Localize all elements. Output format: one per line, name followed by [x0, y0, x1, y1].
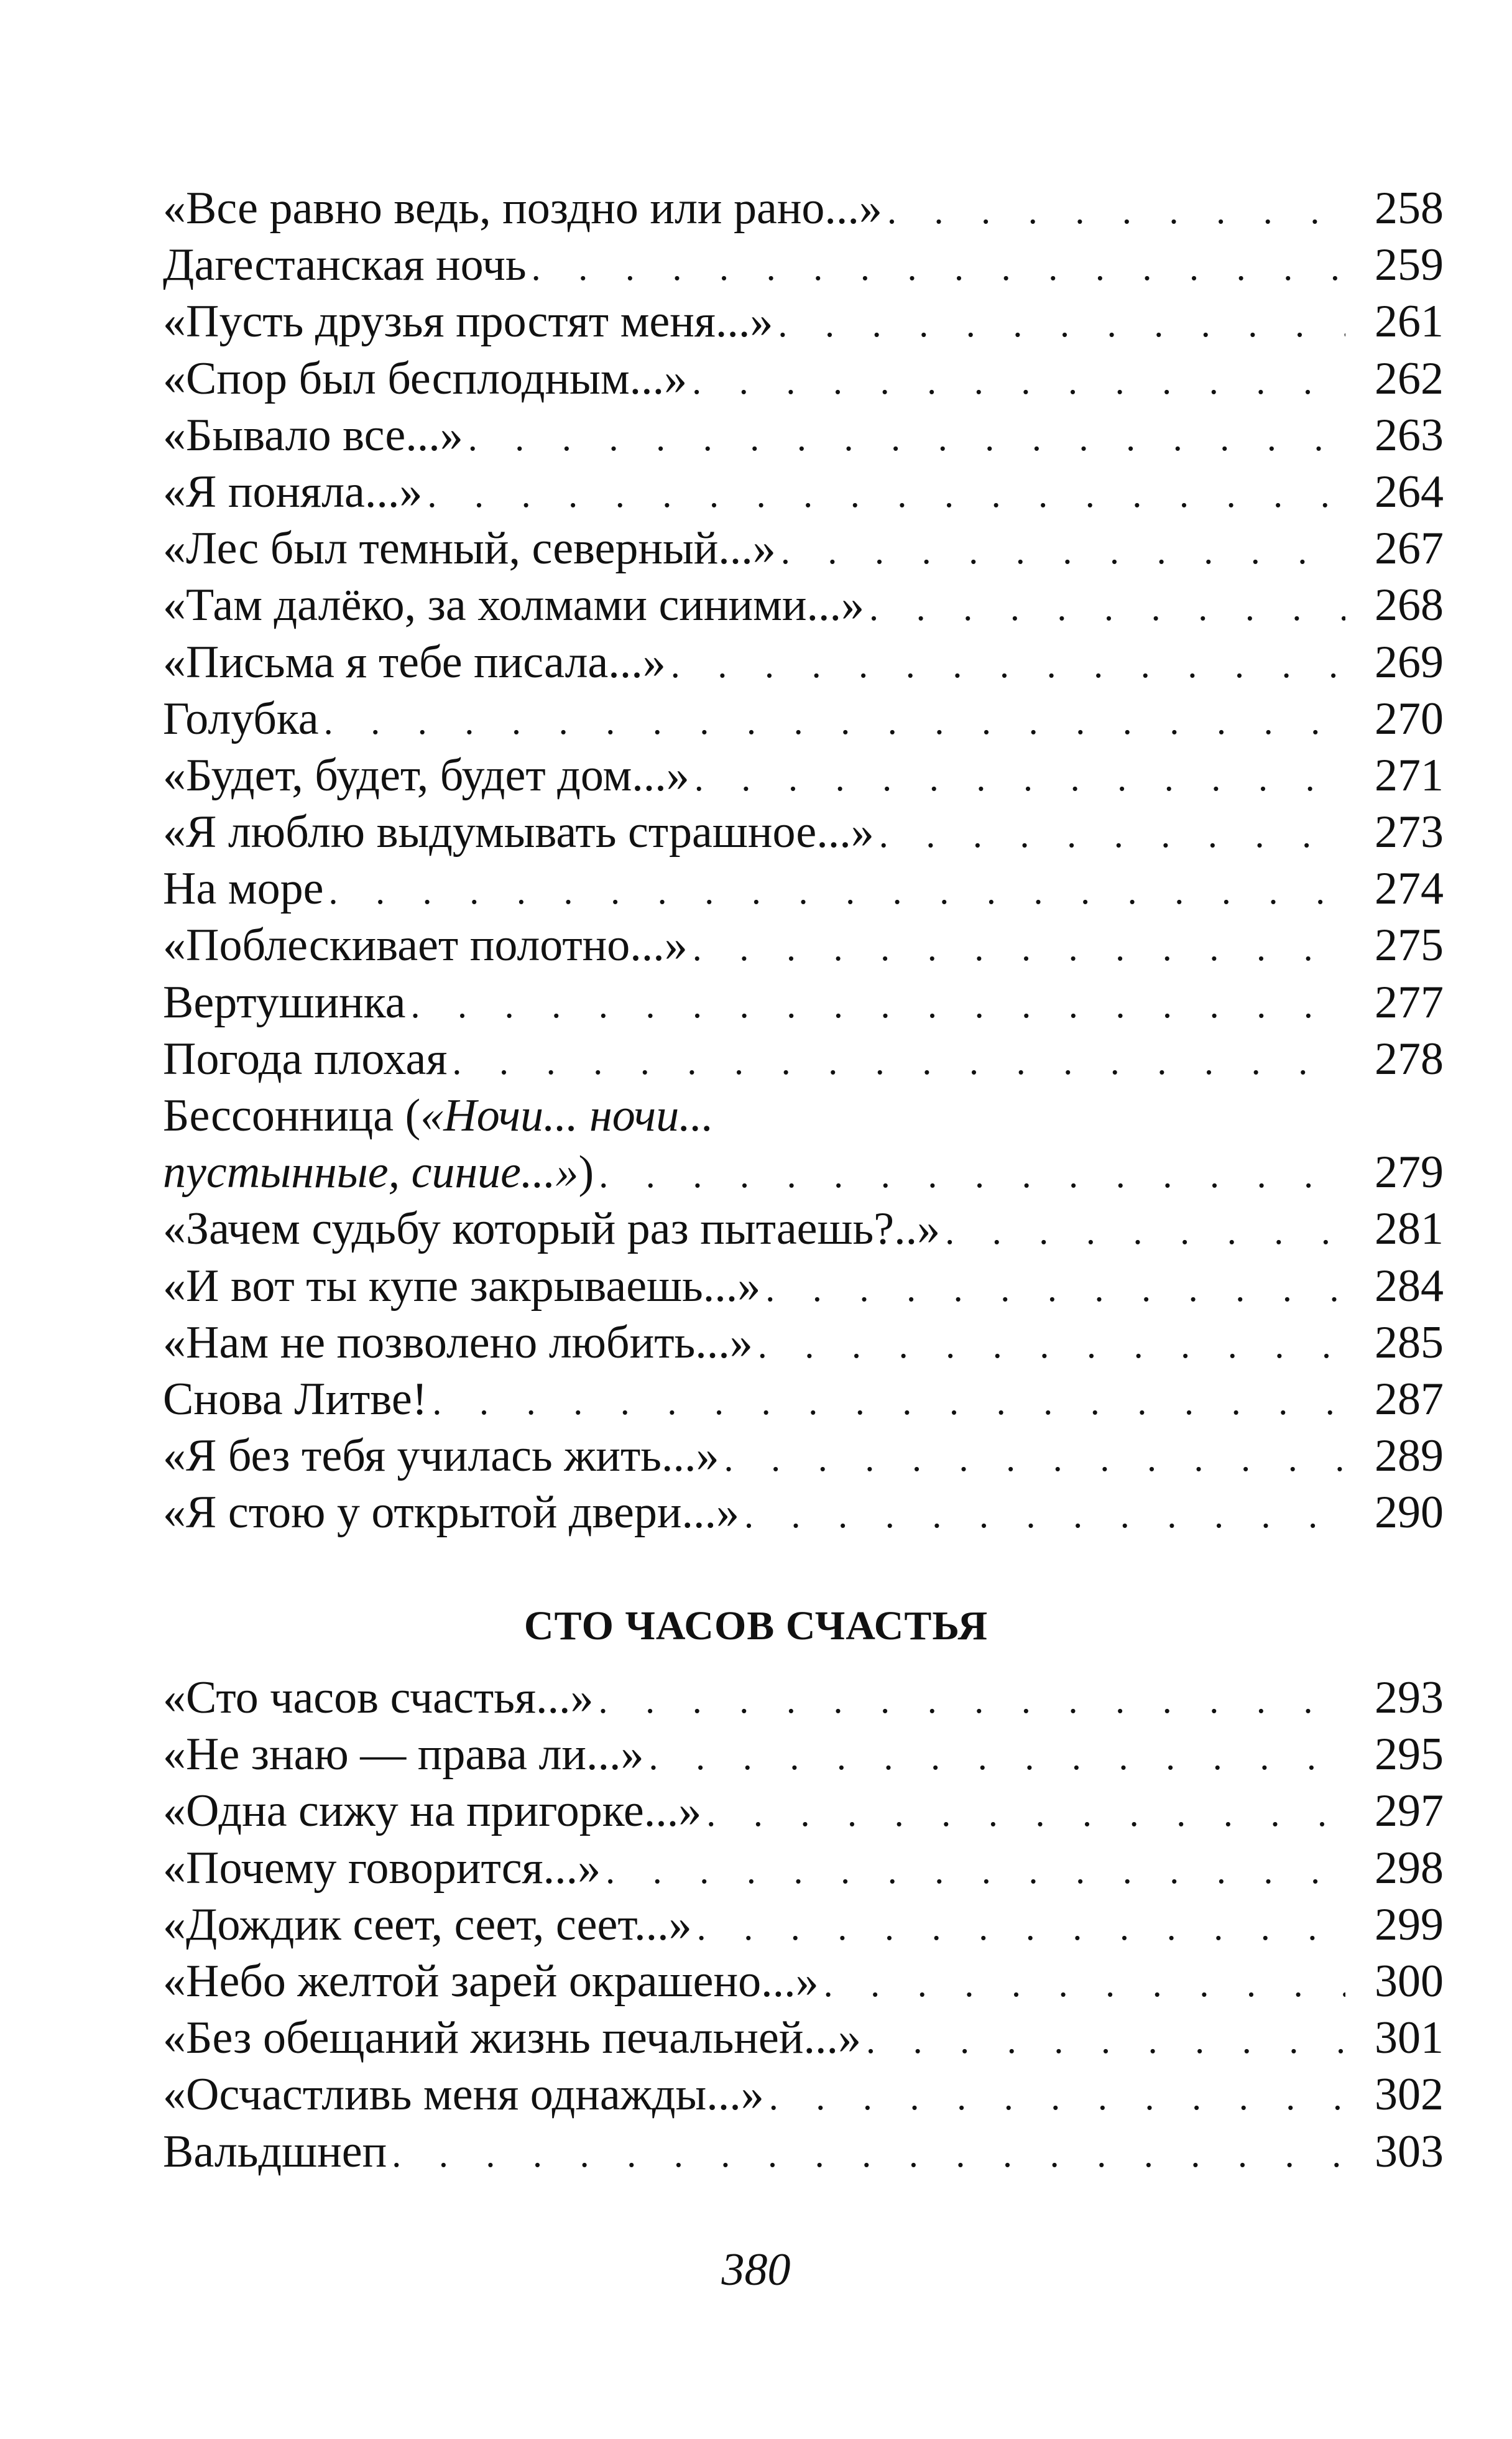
- toc-entry-title: «Сто часов счастья...»: [163, 1672, 594, 1723]
- dot-leader: [869, 580, 1345, 636]
- toc-entry-page: 295: [1375, 1729, 1444, 1780]
- dot-leader: [744, 1487, 1345, 1543]
- dot-leader: [824, 1956, 1345, 2012]
- dot-leader: [694, 750, 1345, 807]
- toc-entry-title-italic: пустынные, синие...»: [163, 1147, 579, 1198]
- toc-entry-title-italic: «Ночи... ночи...: [420, 1090, 714, 1141]
- dot-leader: [758, 1317, 1345, 1374]
- toc-entry-page: 287: [1375, 1373, 1444, 1425]
- toc-entry: [163, 351, 1444, 407]
- toc-entry-title: «Будет, будет, будет дом...»: [163, 749, 689, 801]
- toc-entry: [163, 1031, 1444, 1088]
- toc-entry-page: 258: [1375, 183, 1444, 234]
- toc-entry-title: «Спор был бесплодным...»: [163, 353, 688, 404]
- dot-leader: [724, 1430, 1345, 1487]
- dot-leader: [432, 1374, 1345, 1430]
- dot-leader: [778, 296, 1345, 353]
- section-heading: СТО ЧАСОВ СЧАСТЬЯ: [523, 1603, 989, 1649]
- toc-entry-page: 278: [1375, 1033, 1444, 1085]
- toc-entry: [163, 1840, 1444, 1897]
- toc-entry: [163, 1670, 1444, 1726]
- toc-entry: [163, 577, 1444, 634]
- toc-entry-page: 267: [1375, 523, 1444, 575]
- toc-entry: [163, 1897, 1444, 1953]
- toc-entry-page: 261: [1375, 296, 1444, 348]
- toc-entry: [163, 407, 1444, 464]
- toc-entry: [163, 1953, 1444, 2010]
- toc-entry-page: 290: [1375, 1487, 1444, 1539]
- dot-leader: [324, 693, 1345, 750]
- toc-entry-page: 273: [1375, 807, 1444, 858]
- toc-entry: [163, 1428, 1444, 1484]
- toc-entry-page: 274: [1375, 863, 1444, 915]
- toc-entry-page: 300: [1375, 1955, 1444, 2007]
- toc-entry: [163, 1726, 1444, 1783]
- dot-leader: [599, 1147, 1345, 1203]
- toc-entry-title: «Лес был темный, северный...»: [163, 523, 776, 575]
- toc-entry-title: «Я стою у открытой двери...»: [163, 1487, 739, 1539]
- dot-leader: [328, 863, 1345, 920]
- toc-entry-page: 271: [1375, 749, 1444, 801]
- toc-entry-title: «Зачем судьбу который раз пытаешь?..»: [163, 1203, 941, 1255]
- toc-entry: [163, 804, 1444, 861]
- toc-entry: [163, 691, 1444, 747]
- toc-entry: [163, 2010, 1444, 2066]
- toc-entry-page: 268: [1375, 580, 1444, 631]
- toc-entry: [163, 747, 1444, 804]
- toc-section-b: [163, 1670, 1444, 2180]
- dot-leader: [452, 1034, 1345, 1090]
- toc-entry: [163, 861, 1444, 917]
- dot-leader: [427, 466, 1345, 523]
- toc-entry-page: 303: [1375, 2126, 1444, 2177]
- toc-entry-title: «Бывало все...»: [163, 409, 463, 461]
- toc-entry-title: «Не знаю — права ли...»: [163, 1729, 644, 1780]
- dot-leader: [671, 637, 1345, 693]
- dot-leader: [606, 1843, 1345, 1899]
- toc-entry: [163, 974, 1444, 1031]
- toc-entry-page: 262: [1375, 353, 1444, 404]
- toc-entry-page: 264: [1375, 466, 1444, 517]
- toc-entry: [163, 294, 1444, 350]
- toc-entry-title: «Я люблю выдумывать страшное...»: [163, 807, 874, 858]
- toc-entry: [163, 2124, 1444, 2180]
- dot-leader: [866, 2012, 1345, 2069]
- toc-entry-page: 269: [1375, 636, 1444, 688]
- toc-entry-title: На море: [163, 863, 324, 915]
- toc-entry-page: 285: [1375, 1317, 1444, 1368]
- dot-leader: [769, 2069, 1345, 2126]
- toc-entry-insomnia-line1: [163, 1088, 1444, 1144]
- toc-entry-title: «Поблескивает полотно...»: [163, 920, 688, 971]
- toc-entry-page: 301: [1375, 2012, 1444, 2064]
- toc-entry-title: «Осчастливь меня однажды...»: [163, 2069, 764, 2121]
- dot-leader: [887, 183, 1345, 239]
- toc-entry: [163, 634, 1444, 691]
- toc-entry: [163, 1315, 1444, 1371]
- toc-entry-page: 297: [1375, 1785, 1444, 1837]
- toc-entry-page: 289: [1375, 1430, 1444, 1482]
- toc-entry-title: «Я поняла...»: [163, 466, 423, 517]
- toc-entry: [163, 2066, 1444, 2123]
- toc-entry-page: 277: [1375, 976, 1444, 1028]
- toc-entry-title: «Нам не позволено любить...»: [163, 1317, 753, 1368]
- toc-entry-page: 293: [1375, 1672, 1444, 1723]
- toc-entry-title: Вальдшнеп: [163, 2126, 387, 2177]
- dot-leader: [649, 1729, 1345, 1785]
- page-number: 380: [721, 2244, 791, 2295]
- toc-entry-title: «Небо желтой зарей окрашено...»: [163, 1955, 819, 2007]
- toc-entry-page: 259: [1375, 239, 1444, 291]
- toc-entry-page: 284: [1375, 1260, 1444, 1312]
- toc-entry-page: 275: [1375, 920, 1444, 971]
- toc-entry: [163, 1258, 1444, 1315]
- toc-entry-title: Бессонница (: [163, 1090, 421, 1141]
- toc-entry: [163, 1371, 1444, 1428]
- toc-entry-title: «Почему говорится...»: [163, 1842, 601, 1894]
- toc-entry: [163, 1201, 1444, 1257]
- toc-entry: [163, 464, 1444, 521]
- toc-entry-title-close: ): [578, 1147, 594, 1198]
- dot-leader: [693, 920, 1345, 976]
- toc-entry-page: 299: [1375, 1899, 1444, 1950]
- dot-leader: [692, 353, 1345, 410]
- toc-entry-page: 281: [1375, 1203, 1444, 1255]
- toc-entry-insomnia-line2: [163, 1144, 1444, 1201]
- toc-entry-title: «И вот ты купе закрываешь...»: [163, 1260, 761, 1312]
- dot-leader: [765, 1261, 1345, 1317]
- toc-entry-title: Снова Литве!: [163, 1373, 428, 1425]
- toc-entry-page: 302: [1375, 2069, 1444, 2121]
- toc-entry-title: Погода плохая: [163, 1033, 448, 1085]
- toc-entry: [163, 1484, 1444, 1541]
- toc-entry-page: 279: [1375, 1147, 1444, 1198]
- toc-entry-title: «Письма я тебе писала...»: [163, 636, 666, 688]
- toc-section-a: [163, 180, 1444, 1542]
- toc-entry-page: 270: [1375, 693, 1444, 744]
- toc-entry-title: Дагестанская ночь: [163, 239, 527, 291]
- toc-entry: [163, 521, 1444, 577]
- toc-entry-title: «Там далёко, за холмами синими...»: [163, 580, 865, 631]
- toc-entry-page: 263: [1375, 409, 1444, 461]
- toc-entry-title: «Дождик сеет, сеет, сеет...»: [163, 1899, 692, 1950]
- toc-entry-title: «Без обещаний жизнь печальней...»: [163, 2012, 861, 2064]
- toc-entry: [163, 237, 1444, 294]
- toc-entry: [163, 180, 1444, 237]
- dot-leader: [706, 1785, 1345, 1842]
- toc-entry-title: «Пусть друзья простят меня...»: [163, 296, 773, 348]
- toc-entry-title: «Все равно ведь, поздно или рано...»: [163, 183, 882, 234]
- toc-entry-title: «Одна сижу на пригорке...»: [163, 1785, 702, 1837]
- dot-leader: [410, 977, 1345, 1034]
- dot-leader: [697, 1899, 1345, 1956]
- dot-leader: [392, 2126, 1345, 2183]
- dot-leader: [945, 1203, 1345, 1260]
- toc-entry: [163, 917, 1444, 974]
- dot-leader: [468, 410, 1345, 466]
- dot-leader: [879, 807, 1345, 863]
- dot-leader: [532, 239, 1345, 296]
- toc-entry-title-continued: [163, 1144, 594, 1201]
- toc-entry-title: Вертушинка: [163, 976, 406, 1028]
- toc-entry-title: «Я без тебя училась жить...»: [163, 1430, 719, 1482]
- toc-entry-title: Голубка: [163, 693, 319, 744]
- dot-leader: [781, 523, 1345, 580]
- dot-leader: [599, 1672, 1346, 1729]
- toc-entry: [163, 1783, 1444, 1840]
- toc-entry-page: 298: [1375, 1842, 1444, 1894]
